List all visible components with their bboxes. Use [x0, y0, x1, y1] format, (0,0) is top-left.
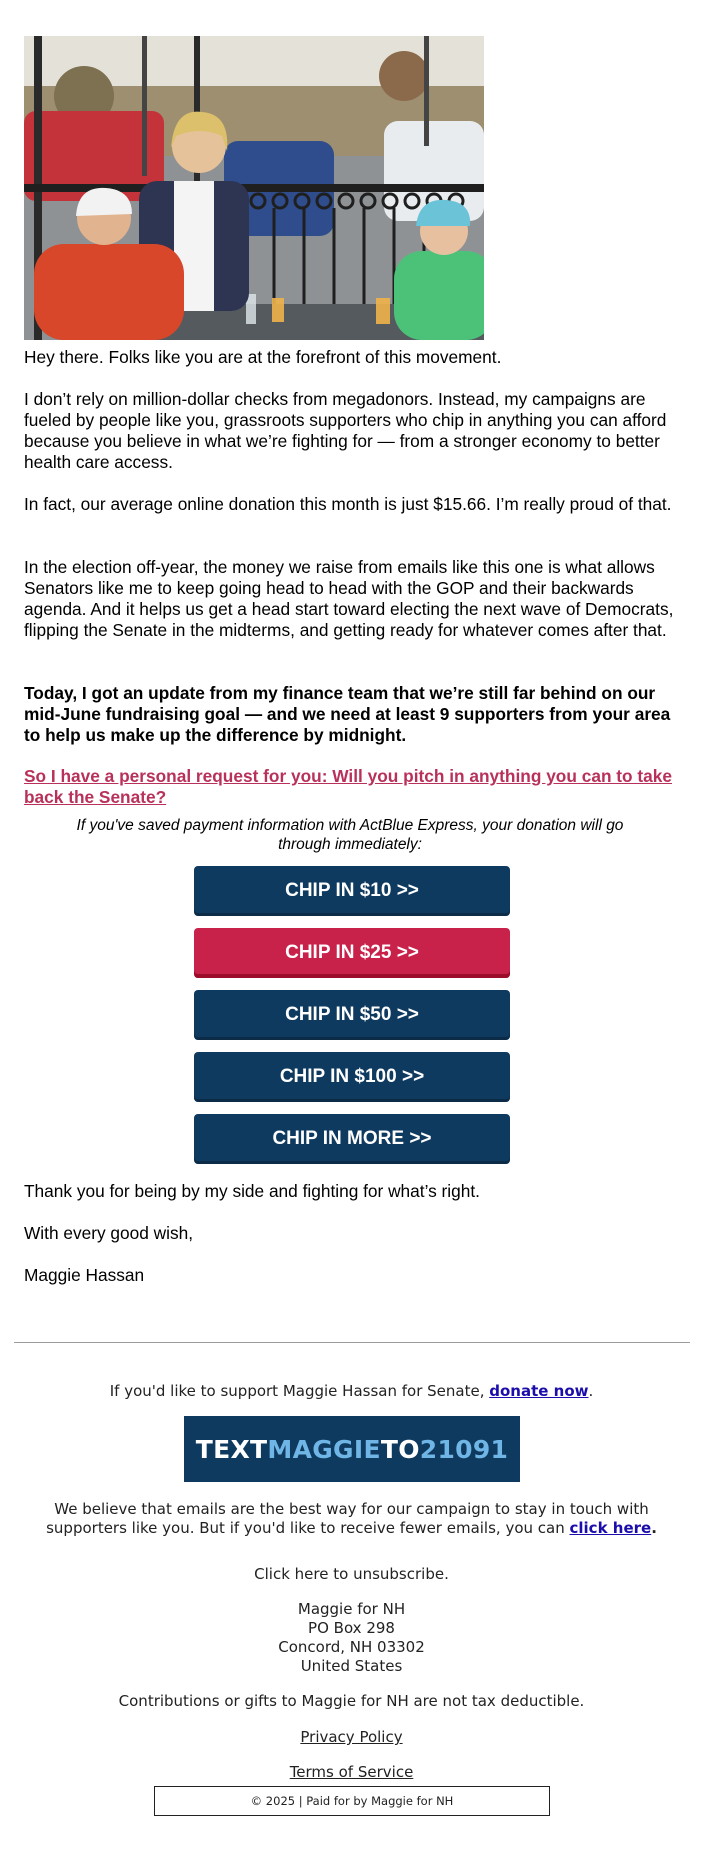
footer-divider [14, 1342, 690, 1343]
off-year-paragraph: In the election off-year, the money we raise from emails like this one is what allows Senators like me to keep going head to head with the GOP and their backwards agenda. And it helps us get a head start toward electing the next wave of Democrats, flipping the Senate in the midterms, and getting ready for whatever comes after that. [24, 557, 674, 640]
support-suffix: . [588, 1382, 594, 1400]
banner-shortcode: 21091 [419, 1434, 509, 1464]
text-maggie-banner[interactable] [184, 1416, 520, 1482]
address-line-2: PO Box 298 [308, 1619, 395, 1637]
grassroots-paragraph: I don’t rely on million-dollar checks from megadonors. Instead, my campaigns are fueled by people like you, grassroots supporters who chip in anything you can afford because you believe in what we’re fighting for — from a stronger economy to better health care access. [24, 389, 667, 472]
banner-text-2: TO [380, 1434, 420, 1464]
thank-you-text: Thank you for being by my side and fighting for what’s right. [24, 1181, 480, 1201]
tax-note: Contributions or gifts to Maggie for NH are not tax deductible. [118, 1692, 585, 1710]
click-here-link[interactable]: click here [569, 1519, 652, 1537]
support-line [0, 1382, 703, 1401]
hero-photo [24, 36, 484, 340]
emails-suffix: . [651, 1519, 657, 1537]
terms-of-service-link[interactable]: Terms of Service [289, 1763, 414, 1781]
paid-for-box [154, 1786, 550, 1816]
copyright-text: © 2025 | Paid for by Maggie for NH [250, 1794, 454, 1808]
chip-in-more-button[interactable]: CHIP IN MORE >> [194, 1114, 510, 1164]
closing-wish: With every good wish, [24, 1223, 194, 1243]
address-line-4: United States [300, 1657, 403, 1675]
address-line-3: Concord, NH 03302 [278, 1638, 425, 1656]
banner-keyword: MAGGIE [267, 1434, 381, 1464]
chip-in-100-button[interactable]: CHIP IN $100 >> [194, 1052, 510, 1102]
privacy-policy-link[interactable]: Privacy Policy [300, 1728, 403, 1746]
signature: Maggie Hassan [24, 1265, 145, 1285]
donation-average-paragraph: In fact, our average online donation this month is just $15.66. I’m really proud of that. [24, 494, 672, 514]
urgent-update-paragraph: Today, I got an update from my finance team that we’re still far behind on our mid-June fundraising goal — and we need at least 9 supporters from your area to help us make up the difference by midnight. [24, 683, 671, 745]
banner-text-1: TEXT [195, 1434, 268, 1464]
fewer-emails-text [18, 1500, 685, 1538]
support-text: If you'd like to support Maggie Hassan for Senate, [109, 1382, 490, 1400]
chip-in-10-button[interactable]: CHIP IN $10 >> [194, 866, 510, 916]
chip-in-25-button[interactable]: CHIP IN $25 >> [194, 928, 510, 978]
donate-now-link[interactable]: donate now [489, 1382, 589, 1400]
unsubscribe-link[interactable]: Click here to unsubscribe. [254, 1565, 449, 1583]
intro-paragraph: Hey there. Folks like you are at the forefront of this movement. [24, 347, 502, 367]
emails-text: We believe that emails are the best way for our campaign to stay in touch with supporters like you. But if you'd like to receive fewer emails, you can [46, 1500, 649, 1537]
personal-request-link[interactable]: So I have a personal request for you: Will you pitch in anything you can to take back the Senate? [24, 766, 672, 807]
chip-in-50-button[interactable]: CHIP IN $50 >> [194, 990, 510, 1040]
actblue-express-note: If you've saved payment information with ActBlue Express, your donation will go through immediately: [76, 817, 624, 853]
address-line-1: Maggie for NH [297, 1600, 406, 1618]
